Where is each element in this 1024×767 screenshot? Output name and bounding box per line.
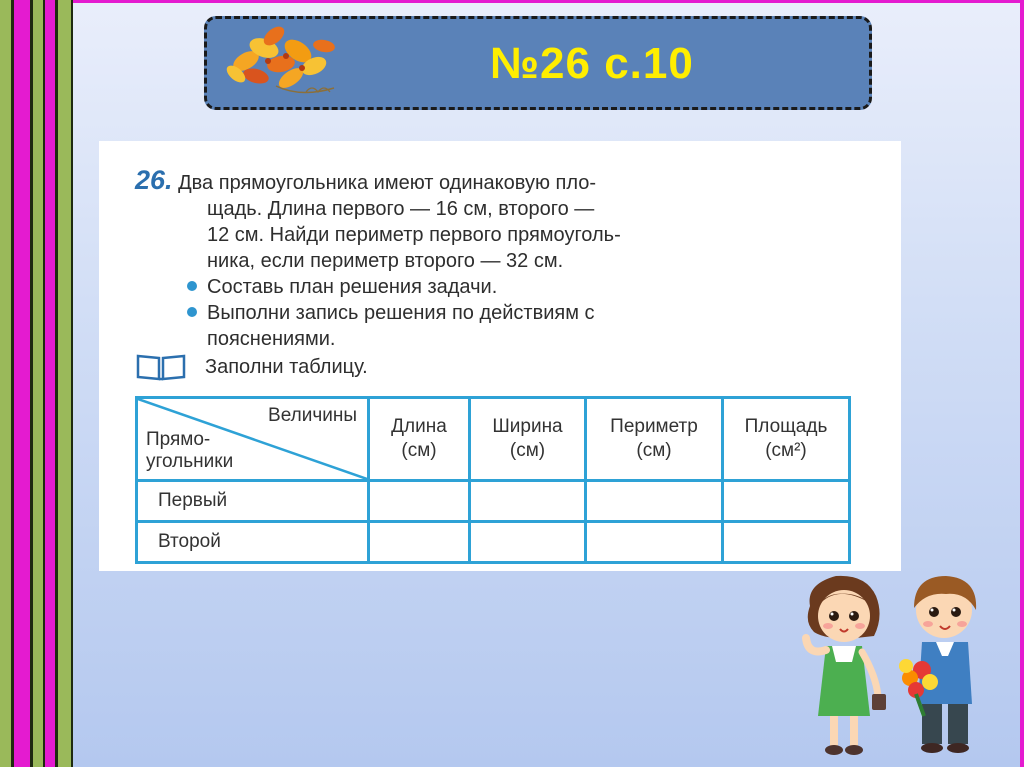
frame-stripe	[0, 0, 11, 767]
boy-figure	[899, 576, 976, 753]
corner-label-line: угольники	[146, 451, 234, 472]
column-header-perimeter	[586, 398, 723, 481]
bullet-icon	[187, 307, 197, 317]
column-header-width	[470, 398, 586, 481]
frame-stripe	[45, 0, 55, 767]
corner-label-line: Прямо-	[146, 429, 211, 450]
values-table	[135, 396, 851, 564]
column-header-area	[723, 398, 850, 481]
column-header-text: Периметр	[610, 416, 698, 437]
table-cell	[470, 522, 586, 563]
column-header-length	[369, 398, 470, 481]
frame-stripe	[33, 0, 43, 767]
table-cell	[586, 481, 723, 522]
table-row	[137, 481, 850, 522]
row-label-first: Первый	[137, 481, 369, 522]
table-cell	[723, 522, 850, 563]
children-illustration	[796, 566, 996, 766]
task-text	[135, 167, 855, 382]
column-unit-text: (см)	[509, 440, 546, 461]
table-row	[137, 522, 850, 563]
column-unit-text: (см)	[636, 440, 672, 461]
frame-top-edge	[0, 0, 1024, 3]
slide-title: №26 с.10	[490, 39, 694, 88]
frame-stripe	[58, 0, 71, 767]
girl-figure	[806, 576, 886, 755]
task-line-3: 12 см. Найди периметр первого прямоуголь-	[207, 224, 621, 246]
frame-right-edge	[1020, 0, 1024, 767]
task-line-2: щадь. Длина первого — 16 см, второго —	[207, 198, 595, 220]
task-number: 26.	[135, 165, 173, 195]
corner-quantities-label: Величины	[268, 405, 357, 426]
open-book-icon	[135, 352, 187, 382]
column-unit-text: (см)	[401, 440, 437, 461]
frame-stripe	[14, 0, 30, 767]
task-line-1	[135, 167, 855, 196]
table-cell	[369, 522, 470, 563]
task-text-line: Два прямоугольника имеют одинаковую пло-	[178, 172, 597, 194]
bullet-item-solution	[135, 300, 855, 326]
table-cell	[369, 481, 470, 522]
table-cell	[470, 481, 586, 522]
column-header-text: Длина	[391, 416, 447, 437]
fill-table-text: Заполни таблицу.	[205, 356, 368, 378]
fill-table-instruction	[135, 352, 855, 382]
table-corner-cell	[137, 398, 369, 481]
autumn-leaves-icon	[206, 6, 356, 106]
frame-stripe	[71, 0, 73, 767]
table-cell	[586, 522, 723, 563]
column-header-text: Площадь	[744, 416, 828, 437]
bullet-icon	[187, 281, 197, 291]
bullet-text: Выполни запись решения по действиям с	[207, 302, 595, 324]
task-card	[99, 141, 901, 571]
table-header-row	[137, 398, 850, 481]
column-header-text: Ширина	[492, 416, 563, 437]
task-line-4: ника, если периметр второго — 32 см.	[207, 250, 564, 272]
bullet-continuation: пояснениями.	[207, 328, 336, 350]
column-unit-text: (см²)	[765, 440, 807, 461]
row-label-second: Второй	[137, 522, 369, 563]
bullet-item-plan	[135, 274, 855, 300]
corner-rectangles-label	[146, 429, 233, 473]
table-cell	[723, 481, 850, 522]
bullet-text: Составь план решения задачи.	[207, 276, 498, 298]
